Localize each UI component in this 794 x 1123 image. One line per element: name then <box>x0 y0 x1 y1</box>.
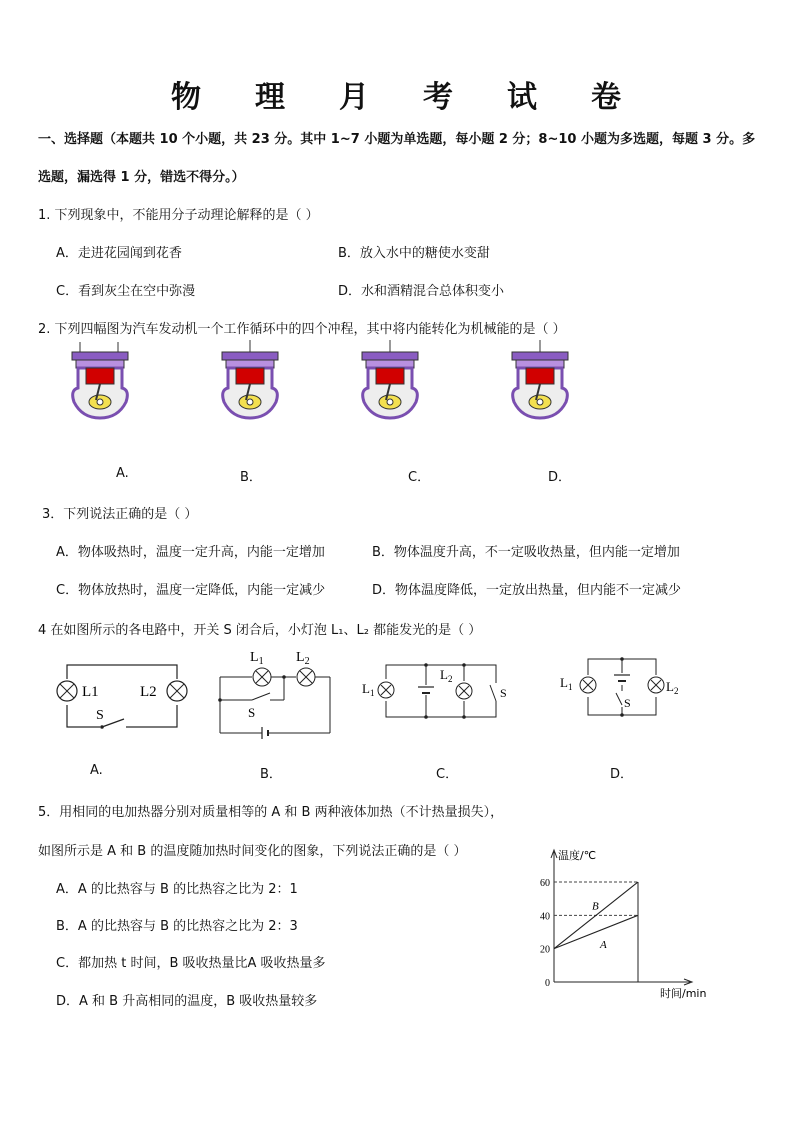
q4-option-d: D． <box>610 767 634 782</box>
q1-option-b: B．放入水中的糖使水变甜 <box>338 246 490 261</box>
chart-x-axis-label: 时间/min <box>660 987 707 1000</box>
q4-option-b: B． <box>260 767 282 782</box>
title-char: 试 <box>507 80 539 115</box>
q4-option-c: C． <box>436 767 459 782</box>
chart-ticks <box>540 878 638 989</box>
svg-text:L2: $L_2$ <box>440 667 453 684</box>
q1-option-d: D．水和酒精混合总体积变小 <box>338 284 505 299</box>
q1-option-a: A．走进花园闻到花香 <box>56 246 182 261</box>
engine-stroke-b-icon <box>222 340 278 418</box>
chart-axes <box>551 850 692 985</box>
engine-strokes-figure <box>60 338 620 423</box>
title-char: 考 <box>423 80 455 115</box>
series-label-A: A <box>600 939 607 951</box>
svg-text:S: S <box>500 686 507 700</box>
title-char: 月 <box>339 80 371 115</box>
q3-stem: 3．下列说法正确的是（ ） <box>42 507 198 522</box>
temperature-time-chart <box>520 842 720 1002</box>
q2-option-c: C． <box>408 470 431 485</box>
y-tick-label: 20 <box>540 944 550 956</box>
q4-option-a: A. <box>90 763 103 778</box>
label-l2: L2 <box>140 684 157 700</box>
q3-option-d: D．物体温度降低，一定放出热量，但内能不一定减少 <box>372 583 682 598</box>
q5-stem-line2: 如图所示是 A 和 B 的温度随加热时间变化的图象，下列说法正确的是（ ） <box>38 844 467 859</box>
q5-stem-line1: 5．用相同的电加热器分别对质量相等的 A 和 B 两种液体加热（不计热量损失）， <box>38 805 504 820</box>
series-line-A <box>554 915 638 948</box>
q4-stem: 4 在如图所示的各电路中，开关 S 闭合后，小灯泡 L₁、L₂ 都能发光的是（ ） <box>38 623 482 638</box>
series-label-B: B <box>592 900 599 913</box>
q2-option-d: D． <box>548 470 572 485</box>
engine-stroke-d-icon <box>512 340 568 418</box>
engine-stroke-c-icon <box>362 340 418 418</box>
q2-option-a: A. <box>116 466 129 481</box>
y-tick-label: 60 <box>540 878 550 889</box>
y-tick-label: 40 <box>540 911 550 923</box>
circuit-b <box>218 650 330 739</box>
page-title <box>0 72 794 116</box>
svg-text:S: S <box>248 705 256 720</box>
svg-text:L1: $L_1$ <box>362 681 375 698</box>
svg-text:L2: $L_2$ <box>296 650 310 667</box>
q5-option-c: C．都加热 t 时间，B 吸收热量比A 吸收热量多 <box>56 956 326 971</box>
q5-option-d: D．A 和 B 升高相同的温度，B 吸收热量较多 <box>56 994 318 1009</box>
q3-option-c: C．物体放热时，温度一定降低，内能一定减少 <box>56 583 326 598</box>
engine-stroke-a-icon <box>72 342 128 418</box>
section-header-line1: 一、选择题（本题共 10 个小题，共 23 分。其中 1~7 小题为单选题，每小题 2 分；8~10 小题为多选题，每题 3 分。多 <box>38 132 756 147</box>
y-tick-label: 0 <box>545 978 550 989</box>
label-s: S <box>96 708 104 723</box>
title-char: 卷 <box>591 80 623 115</box>
svg-text:L2: $L_2$ <box>666 679 679 696</box>
q1-option-c: C．看到灰尘在空中弥漫 <box>56 284 196 299</box>
circuit-c <box>362 663 507 719</box>
svg-text:L1: $L_1$ <box>560 675 573 692</box>
circuits-figure <box>40 645 700 745</box>
svg-text:S: S <box>624 696 631 710</box>
q1-stem: 1. 下列现象中，不能用分子动理论解释的是（ ） <box>38 208 319 223</box>
circuit-d <box>560 657 678 717</box>
title-char: 理 <box>255 80 287 115</box>
section-header-line2: 选题，漏选得 1 分，错选不得分。） <box>38 170 245 185</box>
q5-option-b: B．A 的比热容与 B 的比热容之比为 2：3 <box>56 919 298 934</box>
q3-option-b: B．物体温度升高，不一定吸收热量，但内能一定增加 <box>372 545 680 560</box>
q2-option-b: B． <box>240 470 262 485</box>
chart-series <box>554 882 638 951</box>
circuit-a <box>57 665 187 731</box>
q3-option-a: A．物体吸热时，温度一定升高，内能一定增加 <box>56 545 325 560</box>
label-l1: L1 <box>82 684 99 700</box>
chart-y-axis-label: 温度/℃ <box>558 849 597 862</box>
q5-option-a: A．A 的比热容与 B 的比热容之比为 2：1 <box>56 882 298 897</box>
q2-stem: 2. 下列四幅图为汽车发动机一个工作循环中的四个冲程，其中将内能转化为机械能的是（ ） <box>38 322 566 337</box>
title-char: 物 <box>171 80 203 115</box>
svg-text:L1: $L_1$ <box>250 650 264 667</box>
